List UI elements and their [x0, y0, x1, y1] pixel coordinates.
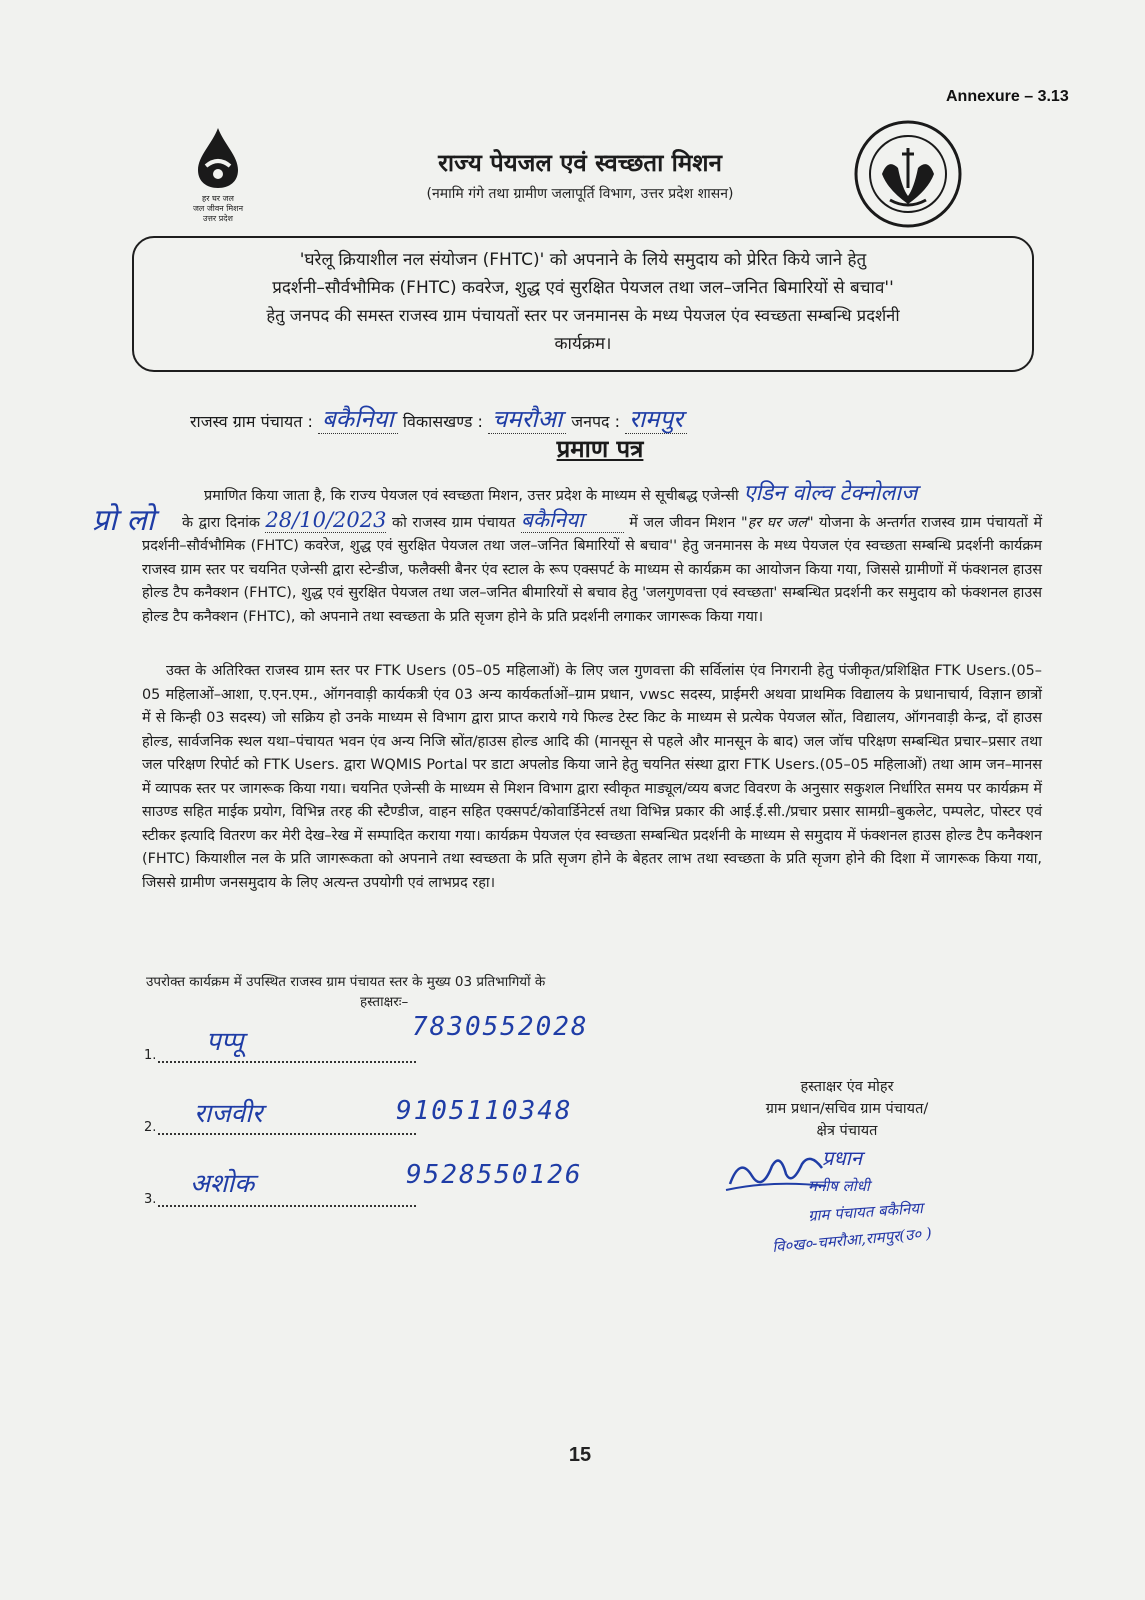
water-drop-icon [190, 126, 246, 190]
para1-text-c: को राजस्व ग्राम पंचायत [392, 514, 516, 531]
handwritten-margin-note: प्रो लो [92, 503, 155, 538]
logo-tagline-3: उत्तर प्रदेश [203, 214, 233, 223]
stamp-line-2: मनीष लोधी [808, 1177, 870, 1195]
participant-name: अशोक [190, 1169, 255, 1199]
annexure-label: Annexure – 3.13 [946, 88, 1069, 105]
gram-panchayat-label: राजस्व ग्राम पंचायत : [190, 412, 313, 431]
stamp-line-3: ग्राम पंचायत बकैनिया [807, 1199, 924, 1225]
participants-signature-label: हस्ताक्षरः– [360, 994, 409, 1010]
participant-num: 1. [144, 1048, 157, 1063]
participant-phone: 9528550126 [406, 1160, 583, 1190]
sign-block-line-1: हस्ताक्षर एंव मोहर [800, 1079, 894, 1095]
para1-text-d: में जल जीवन मिशन [629, 514, 736, 531]
scheme-name: "हर घर जल" [740, 514, 814, 531]
participant-row-3 [144, 1160, 583, 1207]
certificate-heading: प्रमाण पत्र [556, 435, 644, 463]
participants-intro: उपरोक्त कार्यक्रम में उपस्थित राजस्व ग्राम पंचायत स्तर के मुख्य 03 प्रतिभागियों के [146, 974, 546, 990]
participant-name: राजवीर [194, 1099, 263, 1129]
page-number: 15 [568, 1444, 592, 1466]
participant-num: 3. [144, 1192, 157, 1207]
program-title-line-4: कार्यक्रम। [554, 334, 612, 354]
certificate-paragraph-2: उक्त के अतिरिक्त राजस्व ग्राम स्तर पर FTK Users (05–05 महिलाओं) के लिए जल गुणवत्ता की सर्विलांस एंव निगरानी हेतु पंजीकृत/प्रशिक्षित FTK Users.(05–05 महिलाओं–आशा, ए.एन.एम., ऑगनवाड़ी कार्यकत्री एंव 03 अन्य कार्यकर्ताओं–ग्राम प्रधान, vwsc सदस्य, प्राईमरी अथवा प्राथमिक विद्यालय के प्रधानाचार्य, विज्ञान छात्रों में से किन्ही 03 सदस्य) जो सक्रिय हो उनके माध्यम से विभाग द्वारा प्राप्त कराये गये फिल्ड टेस्ट किट के माध्यम से प्रत्येक पेयजल स्रोंत, विद्यालय, ऑगनवाड़ी केन्द्र, दों हाउस होल्ड, सार्वजनिक स्थल यथा–पंचायत भवन एंव अन्य निजि स्रोंत/हाउस होल्ड आदि की (मानसून से पहले और मानसून के बाद) जल जॉच परिक्षण सम्बन्धित प्रचार–प्रसार तथा जल परिक्षण रिपोर्ट को FTK Users. द्वारा WQMIS Portal पर डाटा अपलोड किया जाने हेतु चयनित संस्था द्वारा FTK Users.(05–05 महिलाओं) तथा आम जन–मानस में व्यापक स्तर पर जागरूक किया गया। चयनित एजेन्सी के माध्यम से मिशन विभाग द्वारा स्वीकृत माड्यूल/व्यय बजट विवरण के अनुसार सकुशल निर्धारित समय पर कार्यक्रम में साउण्ड सहित माईक प्रयोग, विभिन्न तरह की स्टैण्डीज, वाहन सहित एक्सपर्ट/कोवार्डिनेटर्स तथा विभिन्न प्रकार की आई.ई.सी./प्रचार प्रसार सामग्री–बुकलेट, पम्पलेट, पोस्टर एवं स्टीकर इत्यादि वितरण कर मेरी देख–रेख में सम्पादित कराया गया। कार्यक्रम पेयजल एंव स्वच्छता सम्बन्धित प्रदर्शनी के माध्यम से समुदाय में फंक्शनल हाउस होल्ड टैप कनैक्शन (FHTC) कियाशील नल के प्रति जागरूकता को अपनाने तथा स्वच्छता के प्रति सृजग होने के बेहतर लाभ तथा स्वच्छता के प्रति सृजग होने की दिशा में जागरूक किया गया, जिससे ग्रामीण जनसमुदाय के लिए अत्यन्त उपयोगी एवं लाभप्रद रहा। [142, 663, 1042, 891]
gram-handwritten: बकैनिया [521, 508, 624, 533]
agency-name-handwritten: एडिन वोल्व टेक्नोलाज [743, 481, 918, 506]
participant-row-1 [144, 1012, 589, 1063]
location-line [190, 402, 990, 435]
participant-num: 2. [144, 1120, 157, 1135]
program-title-line-1: 'घरेलू क्रियाशील नल संयोजन (FHTC)' को अपनाने के लिये समुदाय को प्रेरित किये जाने हेतु [299, 250, 867, 270]
para1-text-b: के द्वारा दिनांक [182, 514, 260, 531]
org-title: राज्य पेयजल एवं स्वच्छता मिशन [438, 149, 722, 177]
date-handwritten: 28/10/2023 [265, 507, 387, 532]
har-ghar-jal-logo [168, 126, 268, 224]
sign-block-line-2: ग्राम प्रधान/सचिव ग्राम पंचायत/ [765, 1101, 929, 1117]
para1-text-e: योजना के अन्तर्गत राजस्व ग्राम पंचायतों में प्रदर्शनी–सौर्वभौमिक (FHTC) कवरेज, शुद्ध एवं सुरक्षित पेयजल तथा जल–जनित बिमारियों से बचाव'' हेतु जनमानस के मध्य पेयजल एंव स्वच्छता सम्बन्धि प्रदर्शनी कार्यक्रम राजस्व ग्राम स्तर पर चयनित एजेन्सी द्वारा स्टेन्डीज, फलैक्सी बैनर एंव स्टाल के रूप एक्सपर्ट के माध्यम से कार्यक्रम का आयोजन किया गया, जिससे ग्रामीणों में फंक्शनल हाउस होल्ड टैप कनैक्शन (FHTC), शुद्ध एवं सुरक्षित पेयजल तथा जल–जनित बीमारियों से बचाव हेतु 'जलगुणवत्ता एवं स्वच्छता' सम्बन्धित प्रदर्शनी कर समुदाय को फंक्शनल हाउस होल्ड टैप कनैक्शन (FHTC), को अपनाने तथा स्वच्छता के प्रति सृजग होने के प्रति प्रदर्शनी लगाकर जागरूक किया गया। [142, 514, 1043, 625]
participant-name: पप्पू [206, 1027, 244, 1057]
district-label: जनपद : [571, 412, 621, 431]
org-subtitle: (नमामि गंगे तथा ग्रामीण जलापूर्ति विभाग, उत्तर प्रदेश शासन) [426, 186, 734, 202]
stamp-line-1: प्रधान [822, 1146, 862, 1170]
program-title-box [132, 236, 1034, 372]
district-value: रामपुर [625, 405, 687, 434]
program-title-line-2: प्रदर्शनी–सौर्वभौमिक (FHTC) कवरेज, शुद्ध एवं सुरक्षित पेयजल तथा जल–जनित बिमारियों से बचाव'' [272, 278, 894, 298]
sign-block-line-3: क्षेत्र पंचायत [816, 1123, 878, 1139]
certificate-paragraph-1 [142, 482, 1042, 629]
participant-phone: 9105110348 [396, 1096, 573, 1126]
gram-panchayat-value: बकैनिया [318, 405, 398, 434]
up-government-emblem [852, 118, 964, 230]
para1-text-a: प्रमाणित किया जाता है, कि राज्य पेयजल एवं स्वच्छता मिशन, उत्तर प्रदेश के माध्यम से सूचीबद्ध एजेन्सी [204, 488, 739, 504]
participant-row-2 [144, 1096, 573, 1135]
block-value: चमरौआ [488, 405, 566, 434]
stamp-line-4: वि०ख०-चमरौआ,रामपुर(उ० ) [771, 1224, 933, 1256]
participant-phone: 7830552028 [412, 1012, 589, 1042]
logo-tagline-2: जल जीवन मिशन [192, 204, 244, 213]
program-title-line-3: हेतु जनपद की समस्त राजस्व ग्राम पंचायतों स्तर पर जनमानस के मध्य पेयजल एंव स्वच्छता सम्बन्धि प्रदर्शनी [266, 306, 900, 325]
signature-block [712, 1076, 982, 1142]
logo-tagline-1: हर घर जल [202, 194, 234, 203]
block-label: विकासखण्ड : [402, 412, 483, 431]
